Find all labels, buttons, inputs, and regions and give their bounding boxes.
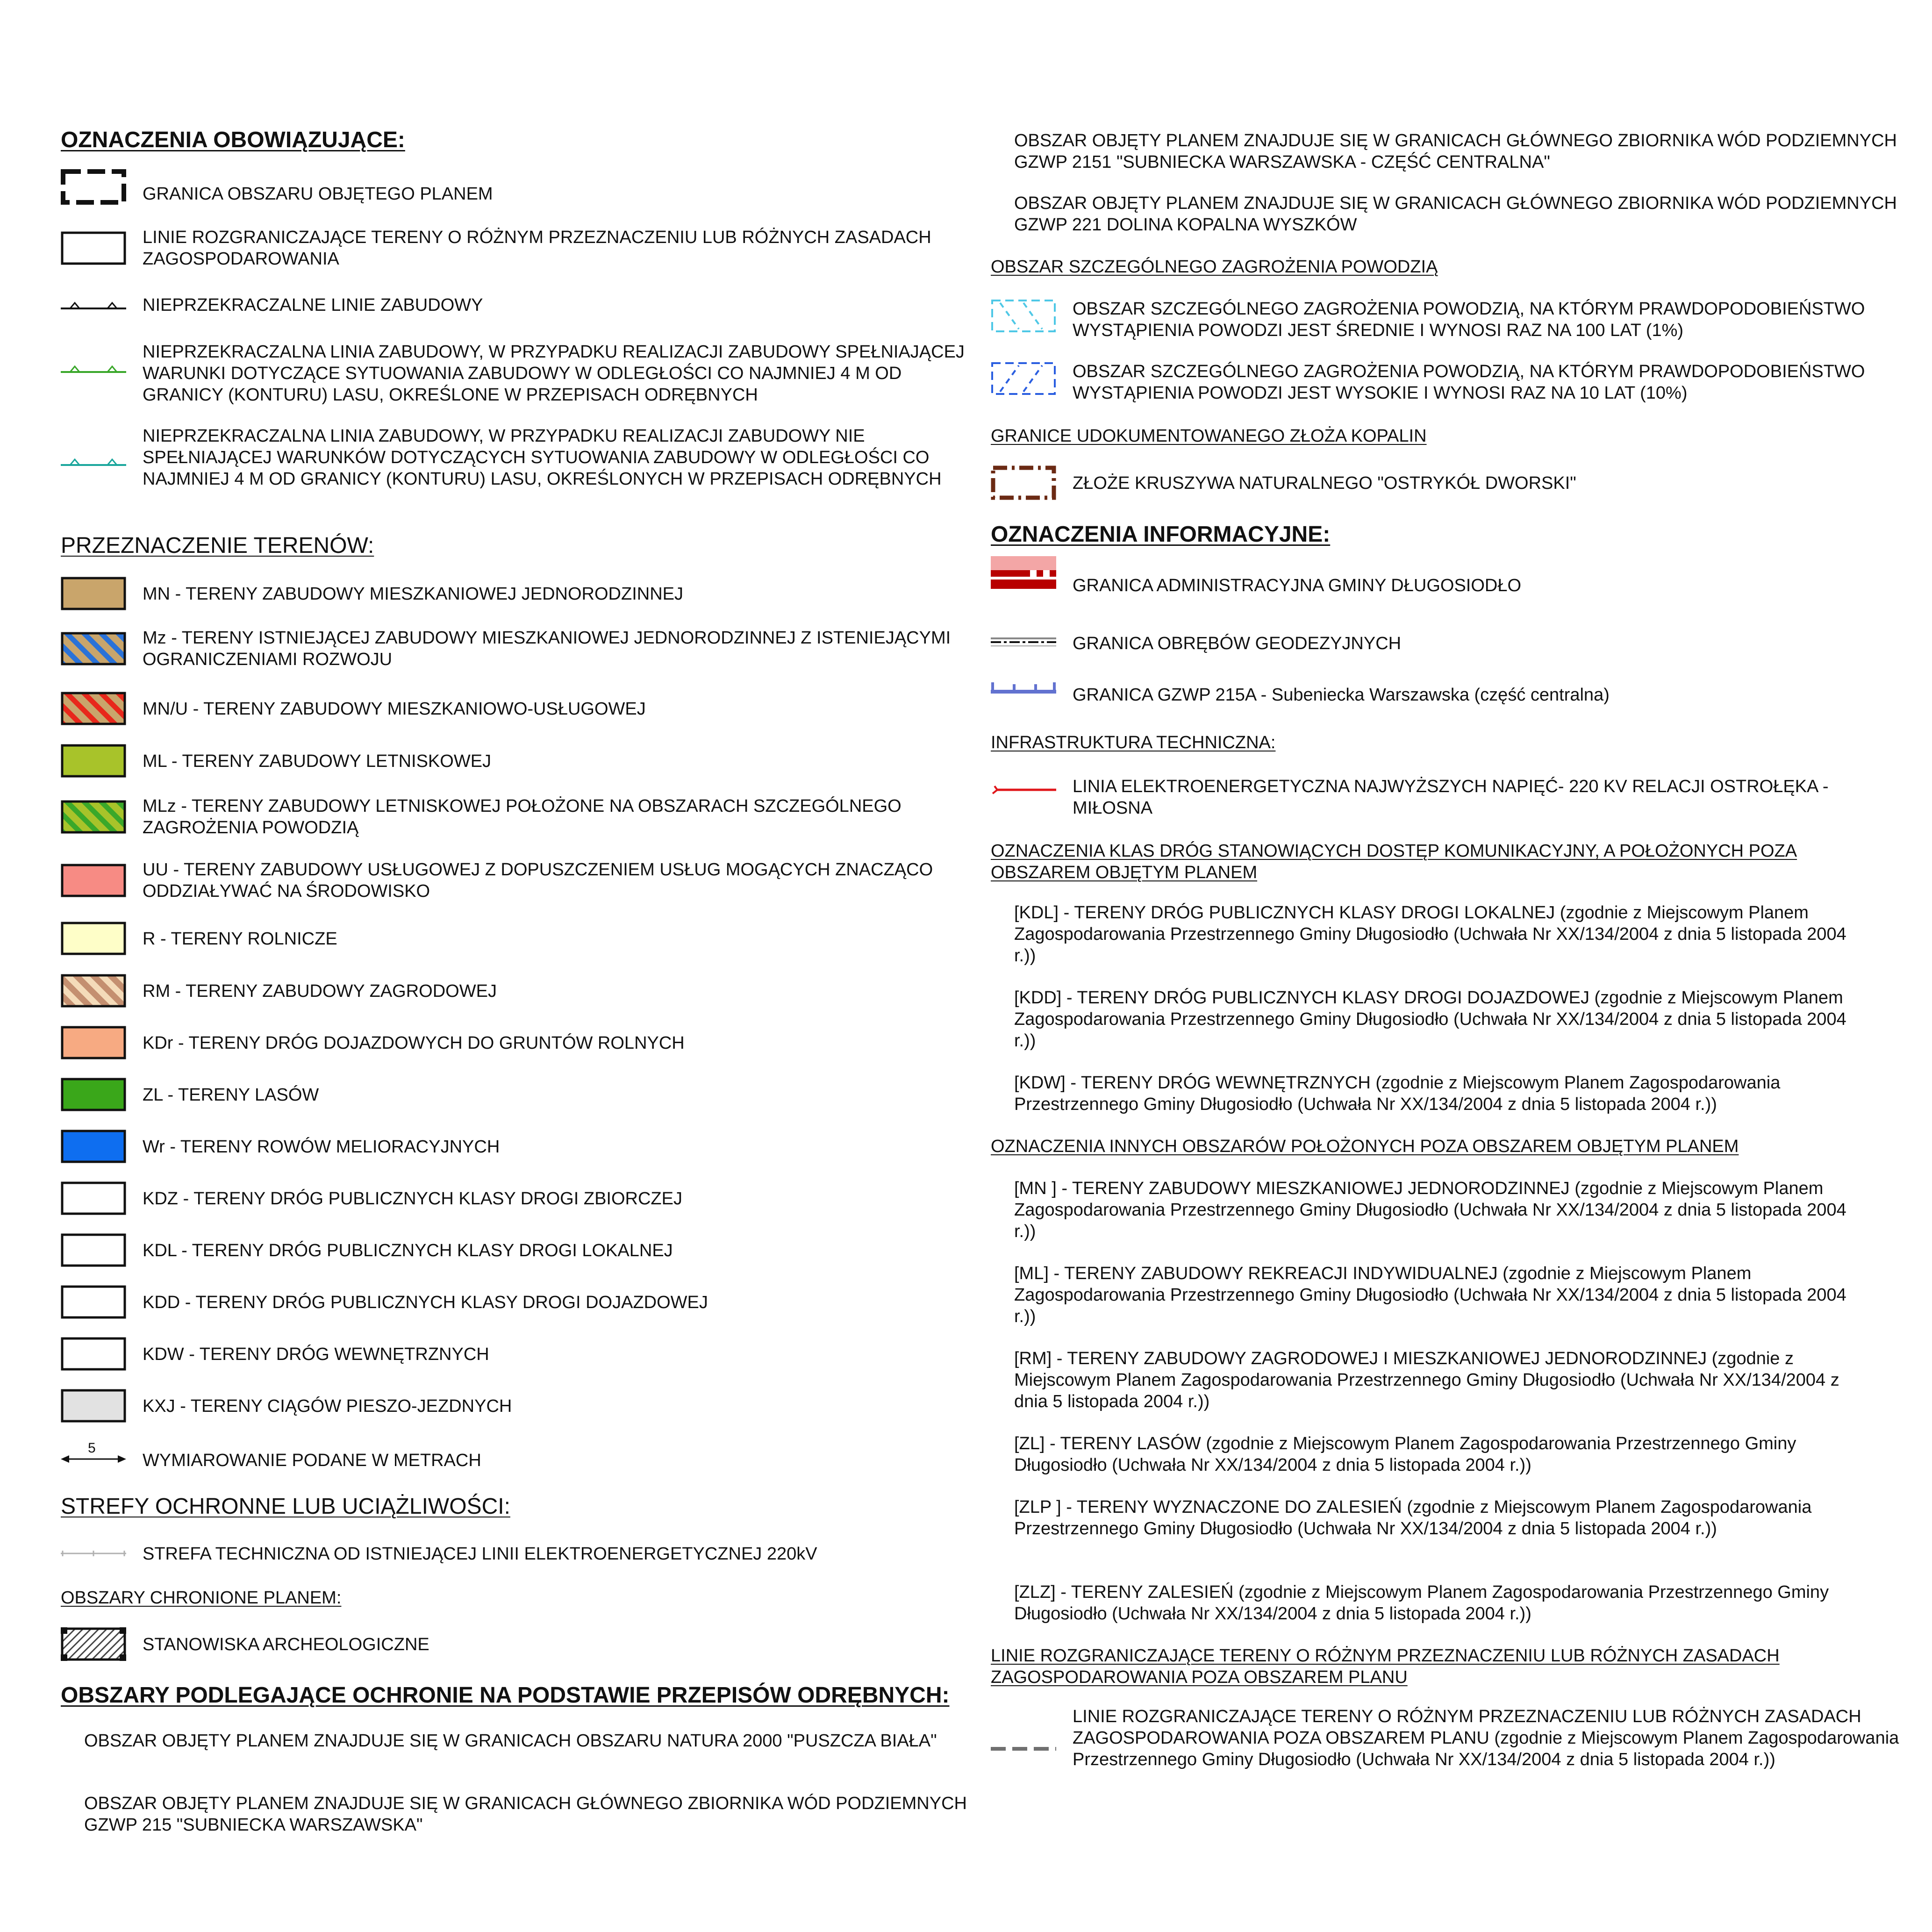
gzwp-215-item: OBSZAR OBJĘTY PLANEM ZNAJDUJE SIĘ W GRANICACH GŁÓWNEGO ZBIORNIKA WÓD PODZIEMNYCH GZWP 215 "SUBNIECKA WARSZAWSKA" — [84, 1794, 967, 1835]
archaeological-site-icon — [61, 1626, 126, 1662]
heading-flood: OBSZAR SZCZEGÓLNEGO ZAGROŻENIA POWODZIĄ — [991, 257, 1438, 277]
heading-binding: OZNACZENIA OBOWIĄZUJĄCE: — [61, 128, 405, 152]
heading-outside-lines: LINIE ROZGRANICZAJĄCE TERENY O RÓŻNYM PRZEZNACZENIU LUB RÓŻNYCH ZASADACH ZAGOSPODAROWANIA POZA OBSZAREM PLANU — [991, 1646, 1780, 1687]
road-class-kdd: [KDD] - TERENY DRÓG PUBLICZNYCH KLASY DROGI DOJAZDOWEJ (zgodnie z Miejscowym Planem Zagospodarowania Przestrzennego Gminy Długosiodło (Uchwała Nr XX/134/2004 z dnia 5 listopada 2004 r.)) — [1014, 988, 1846, 1051]
kdw-swatch-icon — [61, 1336, 126, 1372]
gzwp-2151-item: OBSZAR OBJĘTY PLANEM ZNAJDUJE SIĘ W GRANICACH GŁÓWNEGO ZBIORNIKA WÓD PODZIEMNYCH GZWP 2151 "SUBNIECKA WARSZAWSKA - CZĘŚĆ CENTRALNA" — [1014, 131, 1897, 172]
legend-text: ZL - TERENY LASÓW — [143, 1085, 319, 1105]
uu-swatch-icon — [61, 863, 126, 898]
mz-swatch-icon — [61, 631, 126, 666]
legend-text: GRANICA OBSZARU OBJĘTEGO PLANEM — [143, 184, 493, 204]
r-swatch-icon — [61, 921, 126, 956]
heading-info: OZNACZENIA INFORMACYJNE: — [991, 522, 1331, 547]
legend-text: OBSZAR SZCZEGÓLNEGO ZAGROŻENIA POWODZIĄ, NA KTÓRYM PRAWDOPODOBIEŃSTWO WYSTĄPIENIA POWODZI JEST ŚREDNIE I WYNOSI RAZ NA 100 LAT (1%) — [1073, 299, 1865, 340]
demarcation-line-icon — [61, 230, 126, 266]
legend-text: LINIE ROZGRANICZAJĄCE TERENY O RÓŻNYM PRZEZNACZENIU LUB RÓŻNYCH ZASADACH ZAGOSPODAROWANIA — [143, 228, 931, 269]
mn-swatch-icon — [61, 576, 126, 611]
other-area-rm: [RM] - TERENY ZABUDOWY ZAGRODOWEJ I MIESZKANIOWEJ JEDNORODZINNEJ (zgodnie z Miejscowym Planem Zagospodarowania Przestrzennego Gminy Długosiodło (Uchwała Nr XX/134/2004 z dnia 5 listopada 2004 r.)) — [1014, 1349, 1839, 1411]
road-class-kdw: [KDW] - TERENY DRÓG WEWNĘTRZNYCH (zgodnie z Miejscowym Planem Zagospodarowania Przestrzennego Gminy Długosiodło (Uchwała Nr XX/134/2004 z dnia 5 listopada 2004 r.)) — [1014, 1073, 1781, 1114]
legend-text: KDL - TERENY DRÓG PUBLICZNYCH KLASY DROGI LOKALNEJ — [143, 1241, 673, 1260]
wr-swatch-icon — [61, 1129, 126, 1164]
other-area-zlp: [ZLP ] - TERENY WYZNACZONE DO ZALESIEŃ (zgodnie z Miejscowym Planem Zagospodarowania Przestrzennego Gminy Długosiodło (Uchwała Nr XX/134/2004 z dnia 5 listopada 2004 r.)) — [1014, 1497, 1812, 1538]
heading-other-areas: OZNACZENIA INNYCH OBSZARÓW POŁOŻONYCH POZA OBSZAREM OBJĘTYM PLANEM — [991, 1137, 1739, 1156]
kxj-swatch-icon — [61, 1388, 126, 1424]
legend-text: KDW - TERENY DRÓG WEWNĘTRZNYCH — [143, 1345, 489, 1364]
plan-boundary-icon — [61, 169, 126, 205]
legend-text: OBSZAR SZCZEGÓLNEGO ZAGROŻENIA POWODZIĄ, NA KTÓRYM PRAWDOPODOBIEŃSTWO WYSTĄPIENIA POWODZI JEST WYSOKIE I WYNOSI RAZ NA 10 LAT (10%) — [1073, 362, 1865, 403]
flood-medium-icon — [991, 298, 1056, 334]
kdr-swatch-icon — [61, 1025, 126, 1060]
flood-high-icon — [991, 361, 1056, 396]
road-class-kdl: [KDL] - TERENY DRÓG PUBLICZNYCH KLASY DROGI LOKALNEJ (zgodnie z Miejscowym Planem Zagospodarowania Przestrzennego Gminy Długosiodło (Uchwała Nr XX/134/2004 z dnia 5 listopada 2004 r.)) — [1014, 903, 1846, 966]
other-area-ml: [ML] - TERENY ZABUDOWY REKREACJI INDYWIDUALNEJ (zgodnie z Miejscowym Planem Zagospodarowania Przestrzennego Gminy Długosiodło (Uchwała Nr XX/134/2004 z dnia 5 listopada 2004 r.)) — [1014, 1264, 1846, 1326]
legend-text: ZŁOŻE KRUSZYWA NATURALNEGO "OSTRYKÓŁ DWORSKI" — [1073, 473, 1576, 493]
ml-swatch-icon — [61, 743, 126, 779]
kdz-swatch-icon — [61, 1181, 126, 1216]
natura-2000-item: OBSZAR OBJĘTY PLANEM ZNAJDUJE SIĘ W GRANICACH OBSZARU NATURA 2000 "PUSZCZA BIAŁA" — [84, 1731, 937, 1751]
legend-text: NIEPRZEKRACZALNA LINIA ZABUDOWY, W PRZYPADKU REALIZACJI ZABUDOWY NIE SPEŁNIAJĄCEJ WARUNKÓW DOTYCZĄCYCH SYTUOWANIA ZABUDOWY W ODLEGŁOŚCI CO NAJMNIEJ 4 M OD GRANICY (KONTURU) LASU, OKREŚLONYCH W PRZEPISACH ODRĘBNYCH — [143, 426, 942, 489]
legend-text: RM - TERENY ZABUDOWY ZAGRODOWEJ — [143, 981, 497, 1001]
legend-text: LINIE ROZGRANICZAJĄCE TERENY O RÓŻNYM PRZEZNACZENIU LUB RÓŻNYCH ZASADACH ZAGOSPODAROWANIA POZA OBSZAREM PLANU (zgodnie z Miejscowym Planem Zagospodarowania Przestrzennego Gminy Długosiodło (Uchwała Nr XX/134/2004 z dnia 5 listopada 2004 r.)) — [1073, 1707, 1899, 1769]
legend-text: MLz - TERENY ZABUDOWY LETNISKOWEJ POŁOŻONE NA OBSZARACH SZCZEGÓLNEGO ZAGROŻENIA POWODZIĄ — [143, 796, 902, 837]
legend-text: ML - TERENY ZABUDOWY LETNISKOWEJ — [143, 751, 492, 771]
legend-text: R - TERENY ROLNICZE — [143, 929, 337, 949]
other-area-zlz: [ZLZ] - TERENY ZALESIEŃ (zgodnie z Miejscowym Planem Zagospodarowania Przestrzennego Gminy Długosiodło (Uchwała Nr XX/134/2004 z dnia 5 listopada 2004 r.)) — [1014, 1582, 1829, 1624]
heading-other-law: OBSZARY PODLEGAJĄCE OCHRONIE NA PODSTAWIE PRZEPISÓW ODRĘBNYCH: — [61, 1683, 950, 1708]
heading-deposit: GRANICE UDOKUMENTOWANEGO ZŁOŻA KOPALIN — [991, 426, 1427, 446]
legend-text: STANOWISKA ARCHEOLOGICZNE — [143, 1635, 429, 1654]
legend-text: LINIA ELEKTROENERGETYCZNA NAJWYŻSZYCH NAPIĘĆ- 220 KV RELACJI OSTROŁĘKA - MIŁOSNA — [1073, 777, 1829, 818]
outside-demarcation-line-icon — [991, 1731, 1056, 1767]
legend-text: STREFA TECHNICZNA OD ISTNIEJĄCEJ LINII ELEKTROENERGETYCZNEJ 220kV — [143, 1544, 817, 1564]
legend-text: KDD - TERENY DRÓG PUBLICZNYCH KLASY DROGI DOJAZDOWEJ — [143, 1293, 708, 1312]
heading-infra: INFRASTRUKTURA TECHNICZNA: — [991, 733, 1276, 752]
technical-zone-line-icon — [61, 1538, 126, 1573]
legend-text: KDr - TERENY DRÓG DOJAZDOWYCH DO GRUNTÓW ROLNYCH — [143, 1033, 685, 1053]
gzwp-221-item: OBSZAR OBJĘTY PLANEM ZNAJDUJE SIĘ W GRANICACH GŁÓWNEGO ZBIORNIKA WÓD PODZIEMNYCH GZWP 221 DOLINA KOPALNA WYSZKÓW — [1014, 193, 1897, 235]
legend-text: NIEPRZEKRACZALNA LINIA ZABUDOWY, W PRZYPADKU REALIZACJI ZABUDOWY SPEŁNIAJĄCEJ WARUNKI DOTYCZĄCE SYTUOWANIA ZABUDOWY W ODLEGŁOŚCI CO NAJMNIEJ 4 M OD GRANICY (KONTURU) LASU, OKREŚLONE W PRZEPISACH ODRĘBNYCH — [143, 342, 965, 405]
powerline-icon — [991, 776, 1056, 811]
legend-text: NIEPRZEKRACZALNE LINIE ZABUDOWY — [143, 295, 483, 315]
legend-text: GRANICA OBRĘBÓW GEODEZYJNYCH — [1073, 634, 1402, 653]
mineral-deposit-icon — [991, 465, 1056, 501]
heading-zones: STREFY OCHRONNE LUB UCIĄŻLIWOŚCI: — [61, 1494, 510, 1519]
zl-swatch-icon — [61, 1077, 126, 1112]
legend-text: MN/U - TERENY ZABUDOWY MIESZKANIOWO-USŁUGOWEJ — [143, 699, 646, 719]
building-line-icon — [61, 294, 126, 330]
heading-land-use: PRZEZNACZENIE TERENÓW: — [61, 533, 374, 558]
gzwp-boundary-icon — [991, 678, 1056, 713]
survey-boundary-icon — [991, 626, 1056, 662]
legend-text: GRANICA ADMINISTRACYJNA GMINY DŁUGOSIODŁO — [1073, 576, 1522, 595]
kdd-swatch-icon — [61, 1284, 126, 1320]
mnu-swatch-icon — [61, 691, 126, 726]
mlz-swatch-icon — [61, 799, 126, 835]
admin-boundary-icon — [991, 556, 1056, 592]
building-line-green-icon — [61, 353, 126, 389]
rm-swatch-icon — [61, 973, 126, 1009]
legend-text: UU - TERENY ZABUDOWY USŁUGOWEJ Z DOPUSZCZENIEM USŁUG MOGĄCYCH ZNACZĄCO ODDZIAŁYWAĆ NA ŚRODOWISKO — [143, 860, 933, 901]
legend-text: GRANICA GZWP 215A - Subeniecka Warszawska (część centralna) — [1073, 685, 1610, 705]
building-line-teal-icon — [61, 446, 126, 482]
other-area-mn: [MN ] - TERENY ZABUDOWY MIESZKANIOWEJ JEDNORODZINNEJ (zgodnie z Miejscowym Planem Zagospodarowania Przestrzennego Gminy Długosiodło (Uchwała Nr XX/134/2004 z dnia 5 listopada 2004 r.)) — [1014, 1179, 1846, 1241]
heading-protected: OBSZARY CHRONIONE PLANEM: — [61, 1588, 342, 1608]
legend-text: Mz - TERENY ISTNIEJĄCEJ ZABUDOWY MIESZKANIOWEJ JEDNORODZINNEJ Z ISTENIEJĄCYMI OGRANICZENIAMI ROZWOJU — [143, 628, 951, 669]
legend-text: KXJ - TERENY CIĄGÓW PIESZO-JEZDNYCH — [143, 1396, 512, 1416]
legend-text: WYMIAROWANIE PODANE W METRACH — [143, 1451, 481, 1470]
legend-text: MN - TERENY ZABUDOWY MIESZKANIOWEJ JEDNORODZINNEJ — [143, 584, 683, 604]
dimension-number: 5 — [88, 1440, 96, 1456]
other-area-zl: [ZL] - TERENY LASÓW (zgodnie z Miejscowym Planem Zagospodarowania Przestrzennego Gminy Długosiodło (Uchwała Nr XX/134/2004 z dnia 5 listopada 2004 r.)) — [1014, 1434, 1796, 1475]
legend-text: Wr - TERENY ROWÓW MELIORACYJNYCH — [143, 1137, 500, 1157]
heading-road-classes: OZNACZENIA KLAS DRÓG STANOWIĄCYCH DOSTĘP KOMUNIKACYJNY, A POŁOŻONYCH POZA OBSZAREM OBJĘTYM PLANEM — [991, 841, 1797, 882]
legend-text: KDZ - TERENY DRÓG PUBLICZNYCH KLASY DROGI ZBIORCZEJ — [143, 1189, 682, 1209]
kdl-swatch-icon — [61, 1232, 126, 1268]
